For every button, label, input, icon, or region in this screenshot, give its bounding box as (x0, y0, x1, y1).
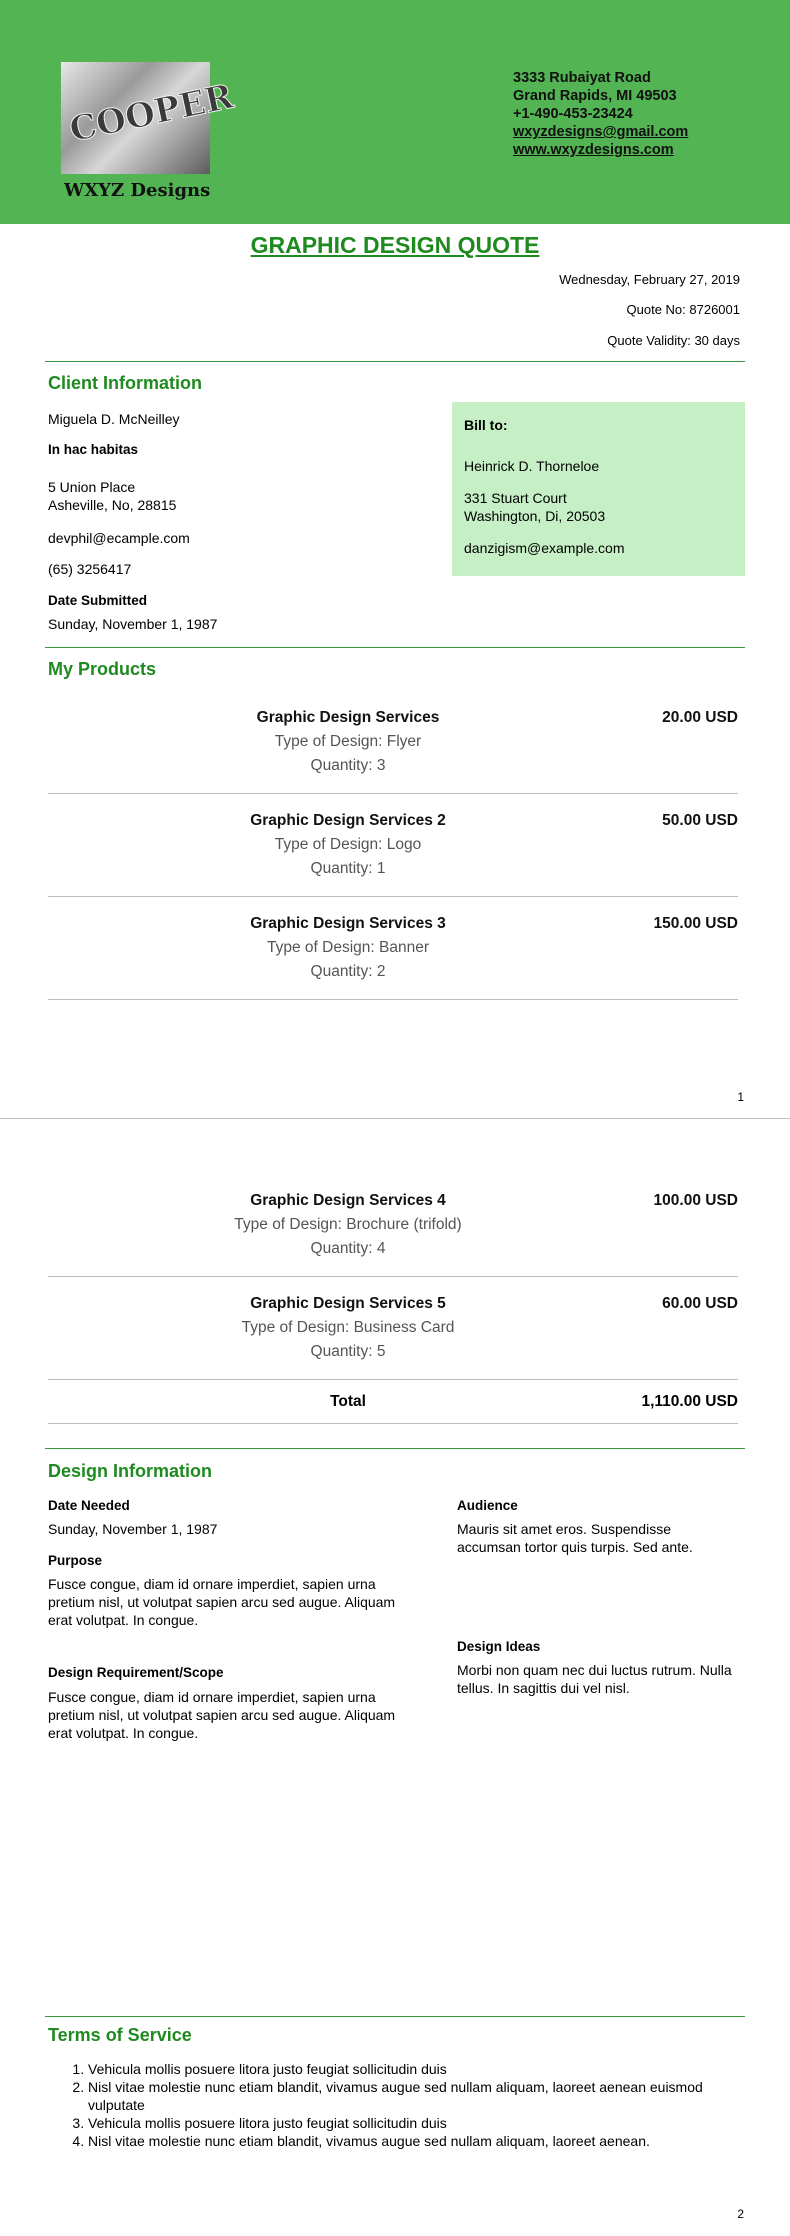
client-address (48, 478, 176, 514)
quote-number: Quote No: 8726001 (626, 302, 740, 317)
product-divider (48, 793, 738, 794)
date-needed-value: Sunday, November 1, 1987 (48, 1521, 218, 1537)
my-products-heading: My Products (48, 659, 157, 679)
product-name: Graphic Design Services (256, 709, 440, 726)
product-name: Graphic Design Services 5 (250, 1295, 446, 1312)
scope-label: Design Requirement/Scope (48, 1665, 224, 1680)
terms-item: 2. Nisl vitae molestie nunc etiam blandit, vivamus augue sed nullam aliquam, laoreet aenean euismod vulputate (88, 2078, 748, 2114)
divider (45, 361, 745, 362)
quote-validity: Quote Validity: 30 days (607, 333, 740, 348)
terms-list (88, 2060, 748, 2150)
product-name: Graphic Design Services 3 (250, 915, 446, 932)
product-divider (48, 1379, 738, 1380)
total-value: 1,110.00 USD (641, 1393, 738, 1410)
logo-image-lettering: COOPER (66, 76, 237, 151)
product-quantity: Quantity: 5 (310, 1343, 386, 1360)
product-price: 100.00 USD (653, 1192, 738, 1209)
bill-to-address-line2: Washington, Di, 20503 (464, 508, 606, 524)
client-information-heading: Client Information (48, 373, 202, 393)
product-quantity: Quantity: 4 (310, 1240, 386, 1257)
scope-value: Fusce congue, diam id ornare imperdiet, sapien urna pretium nisl, ut volutpat sapien arcu sed augue. Aliquam erat volutpat. In congue. (48, 1689, 396, 1741)
header-banner (0, 0, 790, 224)
company-email-link[interactable]: wxyzdesigns@gmail.com (513, 124, 689, 140)
date-submitted-label: Date Submitted (48, 593, 148, 608)
company-phone: +1-490-453-23424 (513, 106, 633, 122)
company-address-line2: Grand Rapids, MI 49503 (513, 88, 677, 104)
client-name: Miguela D. McNeilley (48, 411, 180, 427)
divider (45, 647, 745, 648)
product-name: Graphic Design Services 2 (250, 812, 446, 829)
terms-item: 1. Vehicula mollis posuere litora justo feugiat sollicitudin duis (88, 2060, 748, 2078)
design-ideas-value: Morbi non quam nec dui luctus rutrum. Nulla tellus. In sagittis dui vel nisl. (457, 1662, 732, 1696)
quote-date: Wednesday, February 27, 2019 (559, 272, 740, 287)
date-needed-label: Date Needed (48, 1498, 130, 1513)
logo-image (61, 62, 237, 174)
product-type: Type of Design: Flyer (274, 733, 422, 750)
purpose-value: Fusce congue, diam id ornare imperdiet, sapien urna pretium nisl, ut volutpat sapien arcu sed augue. Aliquam erat volutpat. In congue. (48, 1576, 396, 1628)
terms-item: 4. Nisl vitae molestie nunc etiam blandit, vivamus augue sed nullam aliquam, laoreet aenean. (88, 2132, 748, 2150)
terms-item: 3. Vehicula mollis posuere litora justo feugiat sollicitudin duis (88, 2114, 748, 2132)
quote-title: GRAPHIC DESIGN QUOTE (250, 232, 540, 258)
page-number: 1 (737, 1090, 744, 1104)
bill-to-label: Bill to: (464, 417, 508, 433)
client-address-line2: Asheville, No, 28815 (48, 497, 177, 513)
page-break (0, 1118, 790, 1119)
page-number: 2 (737, 2207, 744, 2221)
design-information-heading: Design Information (48, 1461, 213, 1481)
date-submitted-value: Sunday, November 1, 1987 (48, 616, 218, 632)
company-address-line1: 3333 Rubaiyat Road (513, 70, 651, 86)
purpose-label: Purpose (48, 1553, 103, 1568)
product-price: 50.00 USD (662, 812, 738, 829)
company-contact (513, 69, 688, 159)
divider (45, 1448, 745, 1449)
product-quantity: Quantity: 3 (310, 757, 386, 774)
product-name: Graphic Design Services 4 (250, 1192, 446, 1209)
client-address-line1: 5 Union Place (48, 479, 136, 495)
total-label: Total (330, 1393, 366, 1410)
client-company: In hac habitas (48, 442, 139, 457)
terms-heading: Terms of Service (48, 2025, 192, 2045)
product-divider (48, 1276, 738, 1277)
bill-to-email: danzigism@example.com (464, 540, 625, 556)
product-type: Type of Design: Banner (267, 939, 429, 956)
divider (45, 2016, 745, 2017)
audience-value: Mauris sit amet eros. Suspendisse accumsan tortor quis turpis. Sed ante. (457, 1521, 693, 1555)
product-price: 20.00 USD (662, 709, 738, 726)
bill-to-address-line1: 331 Stuart Court (464, 490, 567, 506)
bill-to-name: Heinrick D. Thorneloe (464, 458, 600, 474)
design-ideas-label: Design Ideas (457, 1639, 541, 1654)
product-quantity: Quantity: 1 (310, 860, 386, 877)
bill-to-box (452, 402, 745, 576)
product-divider (48, 1423, 738, 1424)
client-phone: (65) 3256417 (48, 561, 132, 577)
product-quantity: Quantity: 2 (310, 963, 386, 980)
product-type: Type of Design: Business Card (241, 1319, 455, 1336)
product-divider (48, 999, 738, 1000)
client-email: devphil@ecample.com (48, 530, 190, 546)
product-price: 150.00 USD (653, 915, 738, 932)
product-price: 60.00 USD (662, 1295, 738, 1312)
audience-label: Audience (457, 1498, 518, 1513)
product-divider (48, 896, 738, 897)
brand-name: WXYZ Designs (64, 180, 211, 201)
company-website-link[interactable]: www.wxyzdesigns.com (513, 142, 674, 158)
product-type: Type of Design: Brochure (trifold) (234, 1216, 462, 1233)
product-type: Type of Design: Logo (274, 836, 422, 853)
